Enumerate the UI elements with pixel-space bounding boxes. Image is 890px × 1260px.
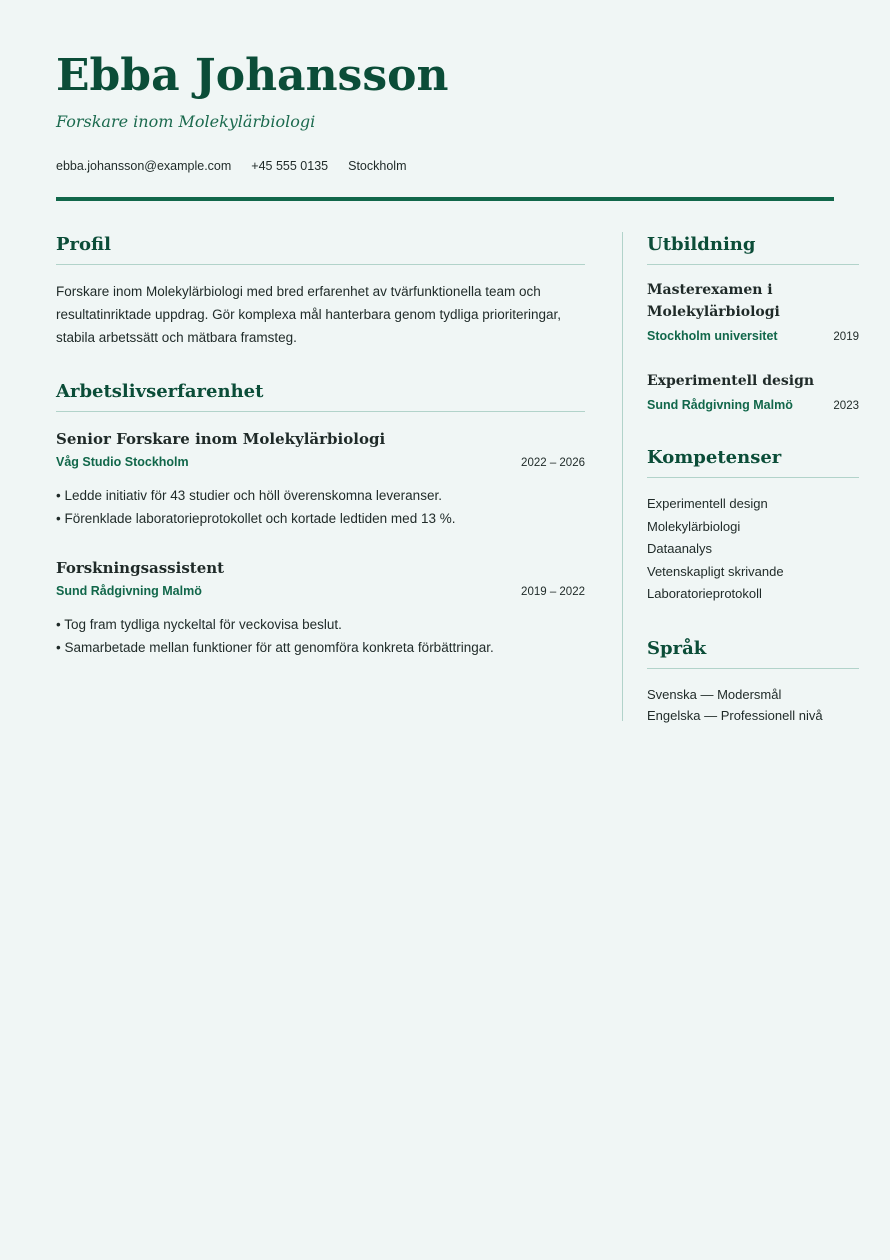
job-entry-bullets xyxy=(56,484,585,530)
job-entry-title: Forskningsassistent xyxy=(56,559,225,577)
education-entry xyxy=(647,370,859,415)
job-entry-bullets xyxy=(56,613,585,659)
skills-heading: Kompetenser xyxy=(647,445,859,478)
bullet-item: • Samarbetade mellan funktioner för att genomföra konkreta förbättringar. xyxy=(56,636,585,659)
job-entry-meta xyxy=(56,582,585,601)
contact-email[interactable]: ebba.johansson@example.com xyxy=(56,159,232,173)
person-name: Ebba Johansson xyxy=(56,50,449,101)
job-entry xyxy=(56,556,585,659)
sidebar-column xyxy=(622,232,859,721)
bullet-item: • Ledde initiativ för 43 studier och höll överenskomna leveranser. xyxy=(56,484,585,507)
education-entry-title: Masterexamen i Molekylärbiologi xyxy=(647,282,780,320)
languages-heading: Språk xyxy=(647,636,859,669)
job-entry-dates: 2019 – 2022 xyxy=(521,586,585,598)
language-item: Svenska — Modersmål xyxy=(647,686,782,702)
bullet-item: • Förenklade laboratorieprotokollet och kortade ledtiden med 13 %. xyxy=(56,507,585,530)
profile-section xyxy=(56,232,585,349)
skills-section xyxy=(647,445,859,606)
skills-list xyxy=(647,493,859,606)
languages-section xyxy=(647,636,859,726)
job-entry-dates: 2022 – 2026 xyxy=(521,457,585,469)
contact-phone[interactable]: +45 555 0135 xyxy=(251,159,329,173)
languages-list xyxy=(647,684,859,726)
job-entry-title: Senior Forskare inom Molekylärbiologi xyxy=(56,430,386,448)
skill-item: Dataanalys xyxy=(647,541,713,556)
experience-section xyxy=(56,379,585,659)
job-entry-org: Våg Studio Stockholm xyxy=(56,455,189,469)
education-heading: Utbildning xyxy=(647,232,859,265)
education-entry-meta xyxy=(647,327,859,346)
main-column xyxy=(56,232,585,659)
header-divider xyxy=(56,197,834,201)
bullet-item: • Tog fram tydliga nyckeltal för veckovisa beslut. xyxy=(56,613,585,636)
education-entry-org: Sund Rådgivning Malmö xyxy=(647,398,793,412)
education-entry xyxy=(647,279,859,346)
education-entry-org: Stockholm universitet xyxy=(647,329,778,343)
contact-location: Stockholm xyxy=(348,159,407,173)
language-item: Engelska — Professionell nivå xyxy=(647,707,823,723)
skill-item: Laboratorieprotokoll xyxy=(647,586,762,601)
job-title: Forskare inom Molekylärbiologi xyxy=(56,112,316,131)
education-entry-meta xyxy=(647,396,859,415)
profile-heading: Profil xyxy=(56,232,585,265)
contact-info xyxy=(56,156,834,176)
skill-item: Molekylärbiologi xyxy=(647,518,741,534)
education-entry-year: 2023 xyxy=(833,400,859,412)
experience-heading: Arbetslivserfarenhet xyxy=(56,379,585,412)
resume-header xyxy=(56,48,834,176)
skill-item: Vetenskapligt skrivande xyxy=(647,563,784,579)
education-section xyxy=(647,232,859,415)
education-entry-title: Experimentell design xyxy=(647,373,815,389)
job-entry-meta xyxy=(56,453,585,472)
education-entry-year: 2019 xyxy=(833,331,859,343)
profile-text: Forskare inom Molekylärbiologi med bred erfarenhet av tvärfunktionella team och resultatinriktade uppdrag. Gör komplexa mål hanterbara genom tydliga prioriteringar, stabila arbetssätt och mätbara framsteg. xyxy=(56,284,562,345)
skill-item: Experimentell design xyxy=(647,496,768,511)
job-entry xyxy=(56,427,585,530)
job-entry-org: Sund Rådgivning Malmö xyxy=(56,584,202,598)
